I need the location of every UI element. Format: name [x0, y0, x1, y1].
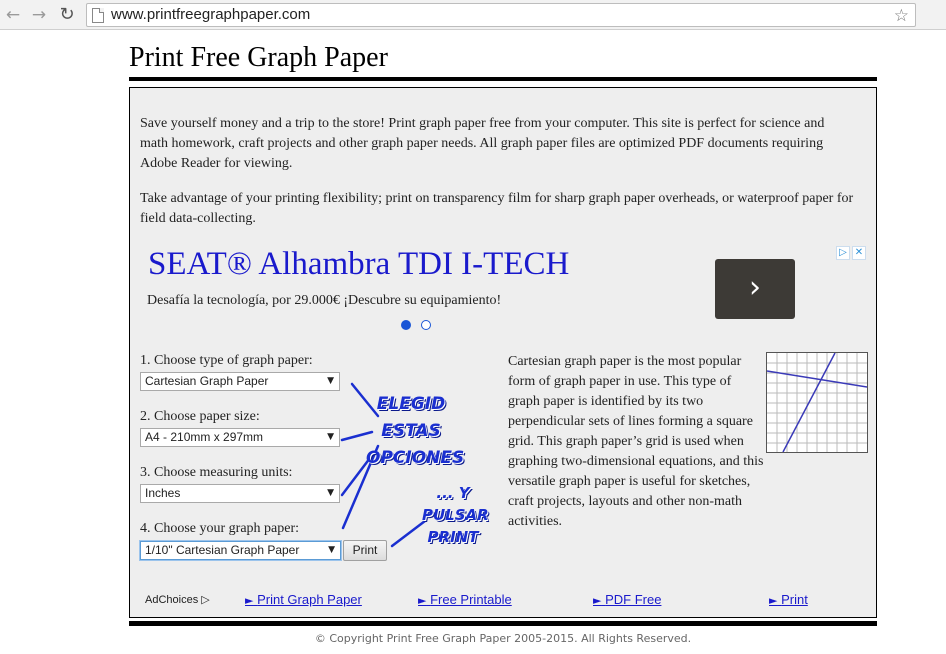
paper-size-value: A4 - 210mm x 297mm	[145, 430, 264, 444]
paper-description: Cartesian graph paper is the most popular form of graph paper in use. This type of graph paper is identified by its two perpendicular sets of lines forming a square grid. This graph paper’s grid is used when graphing two-dimensional equations, and this versatile graph paper is useful for sketches, craft projects, layouts and other non-math activities.	[508, 354, 764, 529]
ad-headline[interactable]: SEAT® Alhambra TDI I-TECH	[148, 246, 570, 282]
intro-paragraph-2: Take advantage of your printing flexibility; print on transparency film for sharp graph paper overheads, or waterproof paper for field data-collecting.	[140, 191, 854, 226]
chevron-down-icon: ▼	[327, 488, 334, 498]
paper-size-select[interactable]	[140, 428, 340, 447]
units-label: 3. Choose measuring units:	[140, 465, 293, 480]
units-value: Inches	[145, 486, 181, 500]
ad-next-button[interactable]: ›	[715, 259, 795, 319]
page-title: Print Free Graph Paper	[129, 42, 388, 73]
page-icon	[92, 8, 104, 23]
forward-arrow-icon[interactable]: →	[31, 5, 47, 25]
graph-paper-label: 4. Choose your graph paper:	[140, 521, 300, 536]
print-button[interactable]: Print	[343, 540, 387, 561]
ad-carousel-dot[interactable]	[421, 320, 431, 330]
graph-paper-value: 1/10" Cartesian Graph Paper	[145, 543, 300, 557]
intro-paragraph-1: Save yourself money and a trip to the store! Print graph paper free from your computer. This site is perfect for science and math homework, craft projects and other graph paper needs. All graph paper files are optimized PDF documents requiring Adobe Reader for viewing.	[140, 116, 825, 171]
ad-subline[interactable]: Desafía la tecnología, por 29.000€ ¡Descubre su equipamiento!	[147, 293, 502, 308]
browser-toolbar	[0, 0, 946, 30]
ad-link-pdf-free[interactable]: ► PDF Free	[593, 592, 662, 607]
content-panel	[129, 87, 877, 618]
cartesian-graph-image	[767, 353, 867, 452]
chevron-down-icon: ▼	[327, 432, 334, 442]
triangle-right-icon: ►	[769, 594, 778, 607]
reload-icon[interactable]: ↻	[59, 4, 75, 25]
ad-choices-icon[interactable]: ▷	[836, 246, 850, 260]
address-bar[interactable]	[86, 3, 916, 27]
annotation-press-print: ... Y PULSAR PRINT	[422, 484, 489, 546]
star-icon[interactable]: ☆	[893, 6, 909, 26]
chevron-down-icon: ▼	[327, 376, 334, 386]
graph-paper-thumbnail	[766, 352, 868, 453]
adchoices-label[interactable]: AdChoices ▷	[145, 593, 210, 606]
copyright-text: © Copyright Print Free Graph Paper 2005-2015. All Rights Reserved.	[314, 632, 692, 645]
url-text[interactable]: www.printfreegraphpaper.com	[111, 6, 311, 23]
paper-type-select[interactable]	[140, 372, 340, 391]
ad-close-icon[interactable]: ✕	[852, 246, 866, 260]
ad-link-print[interactable]: ► Print	[769, 592, 808, 607]
paper-type-label: 1. Choose type of graph paper:	[140, 353, 313, 368]
units-select[interactable]	[140, 484, 340, 503]
graph-paper-select[interactable]	[140, 541, 341, 560]
triangle-right-icon: ►	[418, 594, 427, 607]
ad-carousel-dot-active[interactable]	[401, 320, 411, 330]
paper-type-value: Cartesian Graph Paper	[145, 374, 269, 388]
title-divider	[129, 77, 877, 81]
triangle-right-icon: ►	[593, 594, 602, 607]
chevron-down-icon: ▼	[328, 545, 335, 555]
ad-link-print-graph-paper[interactable]: ► Print Graph Paper	[245, 592, 362, 607]
paper-size-label: 2. Choose paper size:	[140, 409, 260, 424]
footer-divider	[129, 621, 877, 626]
back-arrow-icon[interactable]: ←	[5, 5, 21, 25]
ad-link-free-printable[interactable]: ► Free Printable	[418, 592, 512, 607]
annotation-choose-options: ELEGID ESTAS OPCIONES	[366, 394, 465, 468]
triangle-right-icon: ►	[245, 594, 254, 607]
adchoices-icon: ▷	[201, 593, 210, 606]
